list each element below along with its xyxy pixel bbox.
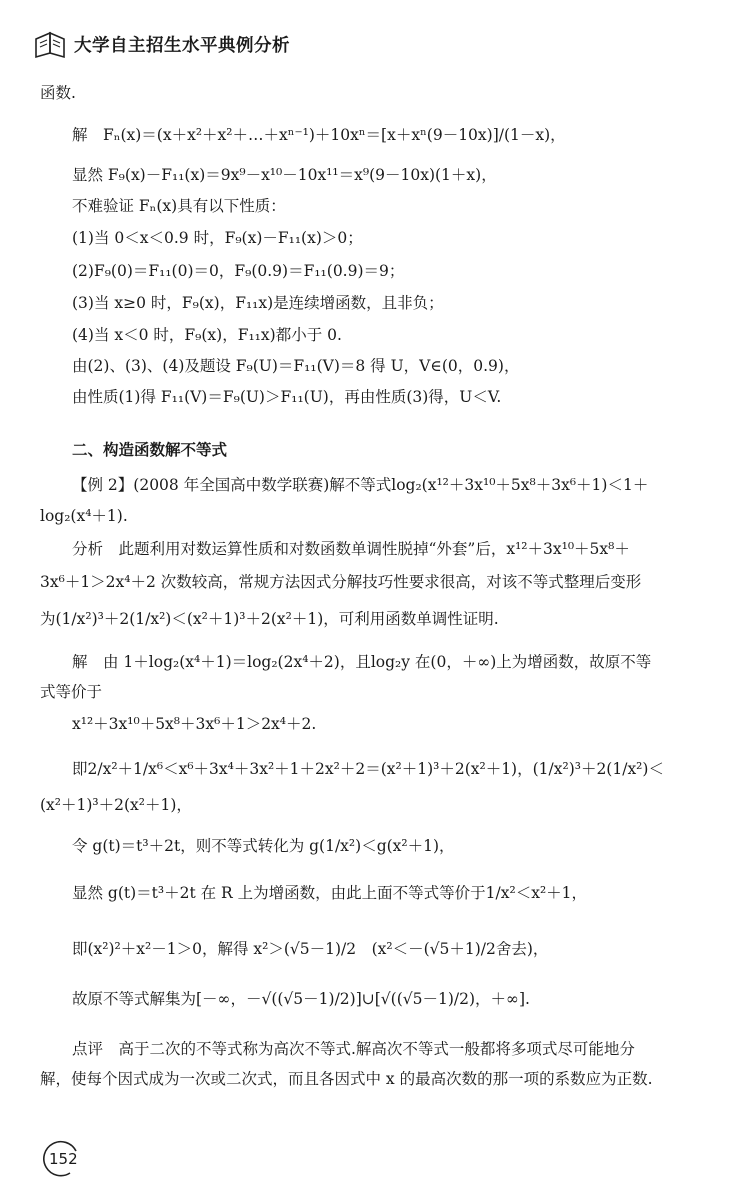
text-line: 故原不等式解集为[－∞，－√((√5－1)/2)]∪[√((√5－1)/2)，＋∞]. — [72, 990, 530, 1008]
text-line: 分析 此题利用对数运算性质和对数函数单调性脱掉“外套”后，x¹²＋3x¹⁰＋5x⁸＋ — [72, 540, 630, 558]
text-line: (1)当 0＜x＜0.9 时，F₉(x)－F₁₁(x)＞0； — [72, 229, 363, 247]
text-line: (3)当 x≥0 时，F₉(x)，F₁₁x)是连续增函数，且非负； — [72, 294, 444, 312]
book-title: 大学自主招生水平典例分析 — [74, 35, 290, 56]
text-line: 不难验证 Fₙ(x)具有以下性质： — [72, 197, 286, 215]
text-line: 函数. — [40, 84, 76, 102]
text-line: 令 g(t)＝t³＋2t，则不等式转化为 g(1/x²)＜g(x²＋1)， — [72, 837, 455, 855]
text-line: (4)当 x＜0 时，F₉(x)，F₁₁x)都小于 0. — [72, 326, 342, 344]
text-line: 即(x²)²＋x²－1＞0，解得 x²＞(√5－1)/2 (x²＜－(√5＋1)/2舍去)， — [72, 940, 549, 958]
text-line: 显然 g(t)＝t³＋2t 在 R 上为增函数，由此上面不等式等价于1/x²＜x²＋1， — [72, 884, 588, 902]
text-line: 3x⁶＋1＞2x⁴＋2 次数较高，常规方法因式分解技巧性要求很高，对该不等式整理后变形 — [40, 573, 642, 591]
text-line: 解，使每个因式成为一次或二次式，而且各因式中 x 的最高次数的那一项的系数应为正数. — [40, 1070, 653, 1088]
book-logo-icon — [34, 29, 68, 59]
text-line: 由性质(1)得 F₁₁(V)＝F₉(U)＞F₁₁(U)，再由性质(3)得，U＜V. — [72, 388, 502, 406]
text-line: 为(1/x²)³＋2(1/x²)＜(x²＋1)³＋2(x²＋1)，可利用函数单调性证明. — [40, 610, 499, 628]
text-line: 由(2)、(3)、(4)及题设 F₉(U)＝F₁₁(V)＝8 得 U，V∈(0，0.9)， — [72, 357, 520, 375]
formula-line: x¹²＋3x¹⁰＋5x⁸＋3x⁶＋1＞2x⁴＋2. — [72, 715, 317, 733]
text-line: 显然 F₉(x)－F₁₁(x)＝9x⁹－x¹⁰－10x¹¹＝x⁹(9－10x)(1＋x)， — [72, 166, 497, 184]
text-line: (x²＋1)³＋2(x²＋1)， — [40, 796, 192, 814]
section-heading: 二、构造函数解不等式 — [72, 441, 228, 459]
text-line: log₂(x⁴＋1). — [40, 507, 128, 525]
text-line: 即2/x²＋1/x⁶＜x⁶＋3x⁴＋3x²＋1＋2x²＋2＝(x²＋1)³＋2(x²＋1)，(1/x²)³＋2(1/x²)＜ — [72, 760, 664, 778]
text-line: 解 由 1＋log₂(x⁴＋1)＝log₂(2x⁴＋2)，且log₂y 在(0，＋∞)上为增函数，故原不等 — [72, 653, 652, 671]
text-line: (2)F₉(0)＝F₁₁(0)＝0，F₉(0.9)＝F₁₁(0.9)＝9； — [72, 262, 405, 280]
text-line: 式等价于 — [40, 683, 103, 701]
running-header — [34, 26, 290, 62]
text-line: 【例 2】(2008 年全国高中数学联赛)解不等式log₂(x¹²＋3x¹⁰＋5x⁸＋3x⁶＋1)＜1＋ — [72, 476, 649, 494]
text-line: 解 Fₙ(x)＝(x＋x²＋x²＋…＋xⁿ⁻¹)＋10xⁿ＝[x＋xⁿ(9－10x)]/(1－x)， — [72, 126, 566, 144]
page-number-badge — [40, 1139, 80, 1179]
page-number: 152 — [49, 1150, 78, 1168]
text-line: 点评 高于二次的不等式称为高次不等式.解高次不等式一般都将多项式尽可能地分 — [72, 1040, 635, 1058]
